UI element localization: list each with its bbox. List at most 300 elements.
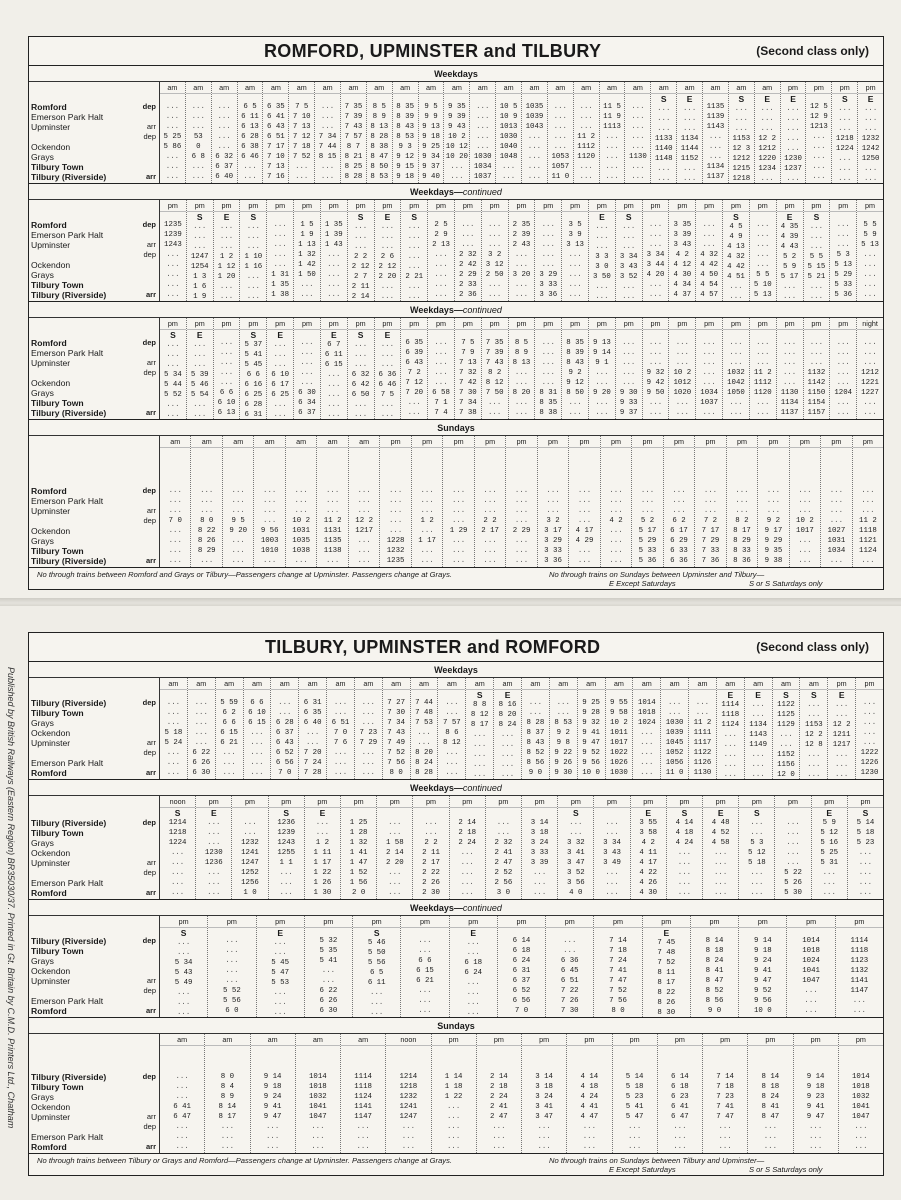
am-pm-label: pm xyxy=(839,1034,883,1046)
train-time: 11 2 xyxy=(577,133,596,141)
train-time: ... xyxy=(729,339,743,347)
station-row xyxy=(29,230,159,240)
train-times xyxy=(160,1056,204,1153)
train-time: 1112 xyxy=(577,143,596,151)
am-pm-label: pm xyxy=(857,200,883,212)
section-heading xyxy=(29,663,883,678)
am-pm-label: pm xyxy=(455,318,481,330)
train-time: 8 25 xyxy=(344,163,363,171)
train-time: 1 2 xyxy=(219,253,234,261)
train-time: ... xyxy=(568,251,582,259)
train-times xyxy=(839,1056,883,1153)
train-time: ... xyxy=(804,997,818,1005)
station-row xyxy=(29,486,159,496)
train-time: ... xyxy=(170,859,185,867)
arr-dep-label: dep xyxy=(142,818,156,827)
day-restriction-note: S xyxy=(357,330,364,340)
train-times xyxy=(651,104,676,183)
train-time: 9 14 xyxy=(593,349,611,357)
train-times xyxy=(160,818,195,899)
train-column xyxy=(494,678,522,779)
train-time: ... xyxy=(779,731,793,739)
train-times xyxy=(661,698,688,779)
train-time: 7 42 xyxy=(458,379,477,387)
day-restriction-note xyxy=(315,94,340,102)
train-time: ... xyxy=(166,251,180,259)
train-time: 8 29 xyxy=(733,537,751,545)
train-time: ... xyxy=(702,359,716,367)
am-pm-label: pm xyxy=(667,796,702,808)
train-time: 3 5 xyxy=(568,221,582,229)
am-pm-label: pm xyxy=(257,916,304,928)
train-time: ... xyxy=(420,547,434,555)
am-pm-label: am xyxy=(315,82,340,94)
day-restriction-note xyxy=(669,330,695,338)
train-time: ... xyxy=(200,487,214,495)
day-restriction-note xyxy=(160,212,186,220)
train-time: 1131 xyxy=(323,527,342,535)
am-pm-label: am xyxy=(522,82,547,94)
train-time: ... xyxy=(703,497,718,505)
train-time: ... xyxy=(541,349,555,357)
train-time: ... xyxy=(219,243,234,251)
train-times xyxy=(341,1056,385,1153)
station-column xyxy=(29,82,160,183)
station-name: Romford xyxy=(31,220,67,230)
train-time: ... xyxy=(273,351,287,359)
train-time: 1042 xyxy=(727,379,745,387)
train-time: 9 22 xyxy=(554,749,573,757)
train-time: 1047 xyxy=(802,977,820,985)
train-time: ... xyxy=(311,1143,325,1151)
day-restriction-note xyxy=(758,448,788,458)
train-time: 8 2 xyxy=(488,369,502,377)
train-time: 7 0 xyxy=(278,769,292,777)
train-time: 1022 xyxy=(610,749,628,757)
train-time: ... xyxy=(265,1143,280,1151)
station-name: Romford xyxy=(31,486,67,496)
train-time: 6 40 xyxy=(215,173,234,181)
train-time: ... xyxy=(514,497,529,505)
day-restriction-note xyxy=(695,448,725,458)
train-time: ... xyxy=(294,507,308,515)
train-time: 6 51 xyxy=(560,977,579,985)
day-restriction-note xyxy=(567,1046,611,1056)
train-time: ... xyxy=(219,379,234,387)
train-column xyxy=(263,82,289,183)
train-time: 6 56 xyxy=(275,759,294,767)
day-restriction-note xyxy=(804,330,830,338)
train-time: 1126 xyxy=(693,759,712,767)
train-time: ... xyxy=(193,401,207,409)
train-time: ... xyxy=(326,487,340,495)
station-name: Grays xyxy=(31,838,54,848)
train-time: ... xyxy=(852,1007,866,1015)
train-time: 1014 xyxy=(637,699,656,707)
train-time: ... xyxy=(165,103,180,111)
train-time: 9 2 xyxy=(568,369,582,377)
train-time: 2 24 xyxy=(458,839,477,847)
train-time: 7 12 xyxy=(405,379,424,387)
train-time: 7 53 xyxy=(415,719,433,727)
train-time: 5 18 xyxy=(856,829,875,837)
train-time: 1150 xyxy=(807,389,826,397)
section-heading xyxy=(29,1019,883,1034)
train-time: ... xyxy=(434,261,448,269)
train-time: ... xyxy=(466,989,480,997)
train-time: ... xyxy=(473,751,487,759)
train-column xyxy=(633,678,661,779)
station-name: Ockendon xyxy=(31,1102,71,1112)
train-time: ... xyxy=(541,359,555,367)
train-column xyxy=(196,796,232,899)
train-time: 6 6 xyxy=(250,699,264,707)
train-time: ... xyxy=(193,361,207,369)
train-time: 1157 xyxy=(807,409,826,417)
train-time: ... xyxy=(640,739,654,747)
train-times xyxy=(348,222,374,301)
train-time: ... xyxy=(420,487,434,495)
am-pm-label: am xyxy=(367,82,392,94)
train-time: 1235 xyxy=(164,221,182,229)
train-time: 2 36 xyxy=(458,291,477,299)
station-row xyxy=(29,536,159,546)
train-times xyxy=(383,698,410,779)
train-time: 9 18 xyxy=(396,173,415,181)
train-time: 1048 xyxy=(499,153,518,161)
day-restriction-note xyxy=(538,448,568,458)
train-time: ... xyxy=(756,409,770,417)
am-pm-label: pm xyxy=(727,436,757,448)
train-time: ... xyxy=(175,1073,189,1081)
train-time: ... xyxy=(750,819,764,827)
train-column xyxy=(188,678,216,779)
train-time: ... xyxy=(863,105,878,113)
train-time: 8 8 xyxy=(473,701,487,709)
train-time: ... xyxy=(165,163,180,171)
train-time: 1047 xyxy=(852,1113,870,1121)
train-time: ... xyxy=(863,271,877,279)
train-time: ... xyxy=(822,869,836,877)
train-column xyxy=(696,318,723,419)
station-row xyxy=(29,250,159,260)
train-column xyxy=(804,318,831,419)
arr-dep-label: arr xyxy=(146,358,156,367)
am-pm-label: pm xyxy=(535,200,561,212)
train-column xyxy=(271,678,299,779)
train-column xyxy=(748,1034,793,1153)
train-time: ... xyxy=(418,987,432,995)
train-column xyxy=(696,200,723,301)
day-restriction-note xyxy=(208,928,255,936)
train-time: 6 46 xyxy=(241,153,259,161)
train-time: ... xyxy=(812,133,826,141)
day-restriction-note xyxy=(727,448,757,458)
train-time: 1134 xyxy=(706,163,725,171)
am-pm-label: pm xyxy=(321,318,347,330)
am-pm-label: am xyxy=(703,82,728,94)
station-name: Tilbury (Riverside) xyxy=(31,290,107,300)
station-name: Tilbury (Riverside) xyxy=(31,698,107,708)
train-time: 6 18 xyxy=(464,959,483,967)
train-time: ... xyxy=(579,103,593,111)
train-times xyxy=(633,698,660,779)
train-time: 6 0 xyxy=(225,1007,239,1015)
train-time: 1214 xyxy=(399,1073,418,1081)
train-time: 1039 xyxy=(525,113,544,121)
train-time: 7 27 xyxy=(387,699,406,707)
day-restriction-note xyxy=(477,1046,521,1056)
train-time: 7 23 xyxy=(716,1093,734,1101)
train-time: 1 18 xyxy=(444,1083,463,1091)
train-time: ... xyxy=(263,507,277,515)
station-row xyxy=(29,1112,159,1122)
train-time: 4 5 xyxy=(729,223,743,231)
train-time: 1030 xyxy=(473,153,492,161)
train-time: 1014 xyxy=(852,1073,870,1081)
train-column xyxy=(401,318,428,419)
train-time: ... xyxy=(723,771,737,779)
train-times xyxy=(294,338,320,419)
train-time: ... xyxy=(702,339,716,347)
train-time: ... xyxy=(514,537,529,545)
train-time: ... xyxy=(200,507,214,515)
train-column xyxy=(428,200,455,301)
section-heading-label: Weekdays xyxy=(434,69,478,79)
train-time: 5 47 xyxy=(271,969,290,977)
train-times xyxy=(188,698,215,779)
train-time: ... xyxy=(407,283,421,291)
train-times xyxy=(806,102,831,183)
train-time: ... xyxy=(353,233,368,241)
station-row xyxy=(29,878,159,888)
day-restriction-note xyxy=(160,1046,204,1056)
train-times xyxy=(401,222,427,301)
station-column xyxy=(29,1034,160,1153)
day-restriction-note xyxy=(830,212,856,220)
train-column xyxy=(299,678,327,779)
day-restriction-note xyxy=(341,94,366,102)
am-pm-label: pm xyxy=(538,436,568,448)
train-column xyxy=(857,318,883,419)
train-time: ... xyxy=(807,761,821,769)
train-time: ... xyxy=(243,829,257,837)
train-time: ... xyxy=(514,251,529,259)
train-time: 9 30 xyxy=(554,769,573,777)
train-time: 6 39 xyxy=(405,349,424,357)
train-time: ... xyxy=(723,731,737,739)
train-time: 6 10 xyxy=(271,371,290,379)
train-time: ... xyxy=(579,113,593,121)
train-time: ... xyxy=(622,379,636,387)
train-time: 8 47 xyxy=(761,1113,780,1121)
train-time: ... xyxy=(829,507,844,515)
train-time: 8 5 xyxy=(372,103,386,111)
train-time: 6 2 xyxy=(672,517,686,525)
train-times xyxy=(616,338,642,419)
station-column xyxy=(29,796,160,899)
train-time: 1211 xyxy=(832,731,851,739)
train-time: 4 51 xyxy=(727,273,745,281)
am-pm-label: pm xyxy=(594,916,641,928)
train-time: ... xyxy=(532,889,547,897)
train-time: ... xyxy=(207,819,221,827)
train-time: 5 2 xyxy=(640,517,655,525)
train-time: 1135 xyxy=(323,537,342,545)
train-column xyxy=(305,796,341,899)
train-time: 5 14 xyxy=(625,1073,644,1081)
day-restriction-note xyxy=(341,808,376,818)
train-time: ... xyxy=(836,369,850,377)
day-restriction-note xyxy=(412,448,442,458)
train-column xyxy=(269,796,305,899)
am-pm-label: am xyxy=(317,436,347,448)
train-time: ... xyxy=(207,889,221,897)
train-time: 8 21 xyxy=(344,153,363,161)
day-restriction-note xyxy=(299,690,326,698)
train-time: 7 20 xyxy=(405,389,424,397)
train-time: 8 50 xyxy=(566,389,584,397)
train-time: ... xyxy=(357,497,371,505)
train-time: 1 17 xyxy=(313,859,332,867)
day-restriction-note: S xyxy=(754,808,760,818)
train-time: ... xyxy=(804,987,818,995)
day-restriction-note xyxy=(790,448,820,458)
train-time: ... xyxy=(631,123,645,131)
station-column xyxy=(29,318,160,419)
train-time: 9 41 xyxy=(263,1103,282,1111)
am-pm-label: pm xyxy=(187,200,213,212)
train-time: ... xyxy=(401,1133,416,1141)
train-time: ... xyxy=(388,879,402,887)
station-row xyxy=(29,946,159,956)
train-times xyxy=(348,340,374,419)
train-time: ... xyxy=(483,507,497,515)
train-time: 6 22 xyxy=(319,987,338,995)
train-time: 2 6 xyxy=(380,253,395,261)
train-time: ... xyxy=(627,1133,642,1141)
train-time: ... xyxy=(854,1133,868,1141)
timetable-section xyxy=(29,901,883,1018)
day-restriction-note xyxy=(349,448,379,458)
train-time: ... xyxy=(361,709,375,717)
train-column xyxy=(522,678,550,779)
train-time: ... xyxy=(461,231,475,239)
train-time: ... xyxy=(424,829,438,837)
train-column xyxy=(223,436,254,567)
train-time: 9 18 xyxy=(263,1083,282,1091)
train-time: ... xyxy=(537,1133,551,1141)
train-column xyxy=(830,200,857,301)
train-times xyxy=(538,458,568,567)
train-time: ... xyxy=(483,547,497,555)
station-name: Tilbury Town xyxy=(31,828,84,838)
train-time: ... xyxy=(858,869,873,877)
train-time: ... xyxy=(532,869,547,877)
train-time: ... xyxy=(327,291,341,299)
station-row xyxy=(29,708,159,718)
am-pm-label: am xyxy=(186,82,211,94)
train-time: 9 9 xyxy=(424,113,438,121)
train-times xyxy=(299,698,326,779)
am-pm-label: am xyxy=(244,678,271,690)
train-time: 1241 xyxy=(399,1103,418,1111)
day-restriction-note xyxy=(286,448,316,458)
section-heading: Weekdays—continued xyxy=(29,185,883,200)
train-time: 4 26 xyxy=(639,879,658,887)
train-time: 7 35 xyxy=(344,103,363,111)
day-restriction-note xyxy=(367,94,392,102)
train-time: 2 41 xyxy=(490,1103,508,1111)
day-restriction-note xyxy=(613,1046,657,1056)
station-name: Tilbury Town xyxy=(31,162,84,172)
train-time: 5 41 xyxy=(319,957,338,965)
day-restriction-note xyxy=(703,94,728,102)
train-time: 8 17 xyxy=(657,979,676,987)
day-restriction-note xyxy=(401,330,427,338)
train-times xyxy=(286,458,316,567)
train-time: 1247 xyxy=(399,1113,418,1121)
train-time: 5 12 xyxy=(820,829,839,837)
train-time: ... xyxy=(779,741,793,749)
train-times xyxy=(550,698,577,779)
train-time: 1142 xyxy=(807,379,826,387)
train-time: ... xyxy=(207,879,221,887)
day-restriction-note xyxy=(601,448,631,458)
train-column xyxy=(535,318,562,419)
train-column xyxy=(375,200,402,301)
train-column xyxy=(664,436,695,567)
train-time: 1 13 xyxy=(298,241,316,249)
train-time: 1 11 xyxy=(313,849,332,857)
train-column xyxy=(794,1034,839,1153)
train-time: ... xyxy=(243,173,257,181)
train-time: ... xyxy=(622,369,636,377)
train-time: ... xyxy=(231,547,245,555)
day-restriction-note: S xyxy=(660,94,667,104)
am-pm-label: pm xyxy=(482,318,508,330)
train-times xyxy=(455,338,481,419)
train-time: 1 30 xyxy=(313,889,332,897)
train-times xyxy=(160,340,186,419)
train-time: ... xyxy=(631,113,645,121)
train-time: 3 3 xyxy=(595,253,609,261)
train-time: 8 52 xyxy=(705,987,724,995)
train-time: 2 18 xyxy=(458,829,477,837)
train-time: 1132 xyxy=(807,369,826,377)
train-times xyxy=(506,458,536,567)
station-name: Tilbury (Riverside) xyxy=(31,556,107,566)
train-column xyxy=(723,318,750,419)
train-time: 1018 xyxy=(802,947,820,955)
train-time: 5 33 xyxy=(834,281,853,289)
train-time: ... xyxy=(176,949,191,957)
train-times xyxy=(848,818,883,899)
train-time: 1 0 xyxy=(243,889,257,897)
train-time: 5 52 xyxy=(164,391,182,399)
train-time: 1224 xyxy=(168,839,187,847)
train-time: 8 6 xyxy=(445,729,459,737)
train-time: ... xyxy=(168,547,182,555)
train-time: ... xyxy=(835,761,849,769)
train-time: ... xyxy=(279,869,293,877)
station-row xyxy=(29,388,159,398)
train-time: 1121 xyxy=(859,537,877,545)
train-time: 3 14 xyxy=(535,1073,553,1081)
train-time: ... xyxy=(786,819,800,827)
train-time: ... xyxy=(357,557,371,565)
train-time: ... xyxy=(682,115,697,123)
